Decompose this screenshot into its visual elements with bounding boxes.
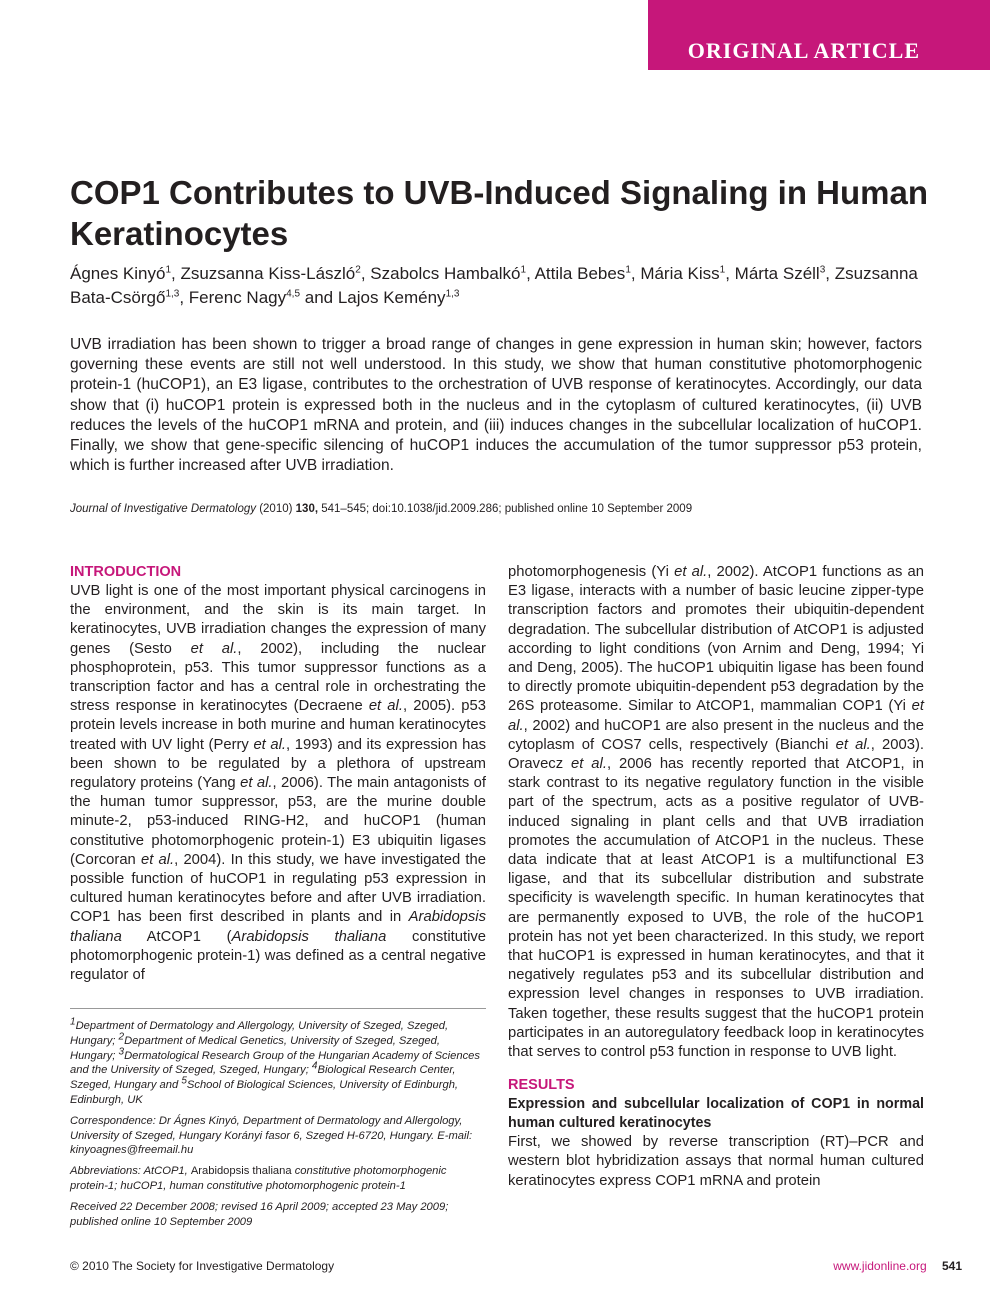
- results-heading: RESULTS: [508, 1077, 575, 1094]
- introduction-heading: INTRODUCTION: [70, 564, 182, 580]
- footer-right: [833, 1259, 962, 1273]
- page-number: 541: [941, 1259, 962, 1273]
- right-column: [508, 563, 924, 1191]
- results-text: First, we showed by reverse transcription (RT)–PCR and western blot hybridization assays that normal human cultured keratinocytes express COP1 mRNA and protein: [508, 1134, 924, 1189]
- article-type-label: ORIGINAL ARTICLE: [687, 38, 920, 63]
- article-type-banner: [648, 0, 990, 70]
- correspondence: Correspondence: Dr Ágnes Kinyó, Department of Dermatology and Allergology, University of Szeged, Hungary Korányi fasor 6, Szeged H-6720, Hungary. E-mail: kinyoagnes@freemail.hu: [70, 1114, 473, 1157]
- introduction-text-left: UVB light is one of the most important physical carcinogens in the environment, and the skin is its main target. In keratinocytes, UVB irradiation changes the expression of many genes (Sesto et al., 2002), including the nuclear phosphoprotein, p53. This tumor suppressor functions as a transcription factor and has a central role in orchestrating the stress response in keratinocytes (Decraene et al., 2005). p53 protein levels increase in both murine and human keratinocytes treated with UV light (Perry et al., 1993) and its expression has been shown to be regulated by a plethora of upstream regulatory proteins (Yang et al., 2006). The main antagonists of the human tumor suppressor, p53, are the murine double minute-2, p53-induced RING-H2, and huCOP1 (human constitutive photomorphogenic protein-1) E3 ubiquitin ligases (Corcoran et al., 2004). In this study, we have investigated the possible function of huCOP1 in regulating p53 expression in cultured human keratinocytes before and after UVB irradiation. COP1 has been first described in plants and in Arabidopsis thaliana AtCOP1 (Arabidopsis thaliana constitutive photomorphogenic protein-1) was defined as a central negative regulator of: [70, 583, 486, 984]
- abbreviations: Abbreviations: AtCOP1, Arabidopsis thaliana constitutive photomorphogenic protein-1; huCOP1, human constitutive photomorphogenic protein-1: [70, 1165, 447, 1192]
- citation-line: Journal of Investigative Dermatology (2010) 130, 541–545; doi:10.1038/jid.2009.286; published online 10 September 2009: [70, 503, 693, 515]
- footnotes: [70, 1008, 486, 1235]
- abstract: UVB irradiation has been shown to trigger a broad range of changes in gene expression in human skin; however, factors governing these events are still not well understood. In this study, we show that human constitutive photomorphogenic protein-1 (huCOP1), an E3 ligase, contributes to the orchestration of UVB response of keratinocytes. Accordingly, our data show that (i) huCOP1 protein is expressed both in the nucleus and in the cytoplasm of cultured keratinocytes, (ii) UVB reduces the levels of the huCOP1 mRNA and protein, and (iii) induces changes in the subcellular localization of huCOP1. Finally, we show that gene-specific silencing of huCOP1 induces the accumulation of the tumor suppressor p53 protein, which is further increased after UVB irradiation.: [70, 336, 922, 475]
- introduction-text-right: photomorphogenesis (Yi et al., 2002). AtCOP1 functions as an E3 ligase, interacts with a number of basic leucine zipper-type transcription factors and promotes their ubiquitin-dependent degradation. The subcellular distribution of AtCOP1 is adjusted according to light conditions (von Arnim and Deng, 1994; Yi and Deng, 2005). The huCOP1 ubiquitin ligase has been found to directly promote ubiquitin-dependent p53 degradation by the 26S proteasome. Similar to AtCOP1, mammalian COP1 (Yi et al., 2002) and huCOP1 are also present in the nucleus and the cytoplasm of COS7 cells, respectively (Bianchi et al., 2003). Oravecz et al., 2006 has recently reported that AtCOP1, in stark contrast to its negative regulatory function in the visible part of the spectrum, acts as a positive regulator of UVB-induced signaling in plant cells and that UVB irradiation promotes the accumulation of AtCOP1 in the nucleus. These data indicate that at least AtCOP1 is a multifunctional E3 ligase, and that its subcellular distribution and substrate specificity is wavelength specific. In human keratinocytes that are permanently exposed to UVB, the role of the huCOP1 protein has not yet been characterized. In this study, we report that huCOP1 is expressed in human keratinocytes, and that it negatively regulates p53 and its subcellular distribution and expression level changes in responses to UVB irradiation. Taken together, these results suggest that the huCOP1 protein participates in an autoregulatory feedback loop in keratinocytes that serves to control p53 function in response to UVB light.: [508, 564, 925, 1061]
- journal-url-link[interactable]: www.jidonline.org: [833, 1259, 927, 1273]
- paper-title: COP1 Contributes to UVB-Induced Signaling in Human Keratinocytes: [70, 174, 929, 252]
- author-list: Ágnes Kinyó$^1$, Zsuzsanna Kiss-László$^2$, Szabolcs Hambalkó$^1$, Attila Bebes$^1$, Mária Kiss$^1$, Márta Széll$^3$, Zsuzsanna Bata-Csörgő$^{1,3}$, Ferenc Nagy$^{4,5}$ and Lajos Kemény$^{1,3}$: [70, 264, 918, 307]
- affiliations: $^1$Department of Dermatology and Allergology, University of Szeged, Szeged, Hungary; $^2$Department of Medical Genetics, University of Szeged, Szeged, Hungary; $^3$Dermatological Research Group of the Hungarian Academy of Sciences and the University of Szeged, Szeged, Hungary; $^4$Biological Research Center, Szeged, Hungary and $^5$School of Biological Sciences, University of Edinburgh, Edinburgh, UK: [70, 1016, 480, 1106]
- results-subheading: Expression and subcellular localization of COP1 in normal human cultured keratinocytes: [508, 1096, 924, 1132]
- publication-dates: Received 22 December 2008; revised 16 April 2009; accepted 23 May 2009; published online 10 September 2009: [70, 1200, 449, 1228]
- left-column: [70, 563, 486, 985]
- footer-copyright: © 2010 The Society for Investigative Dermatology: [70, 1259, 335, 1273]
